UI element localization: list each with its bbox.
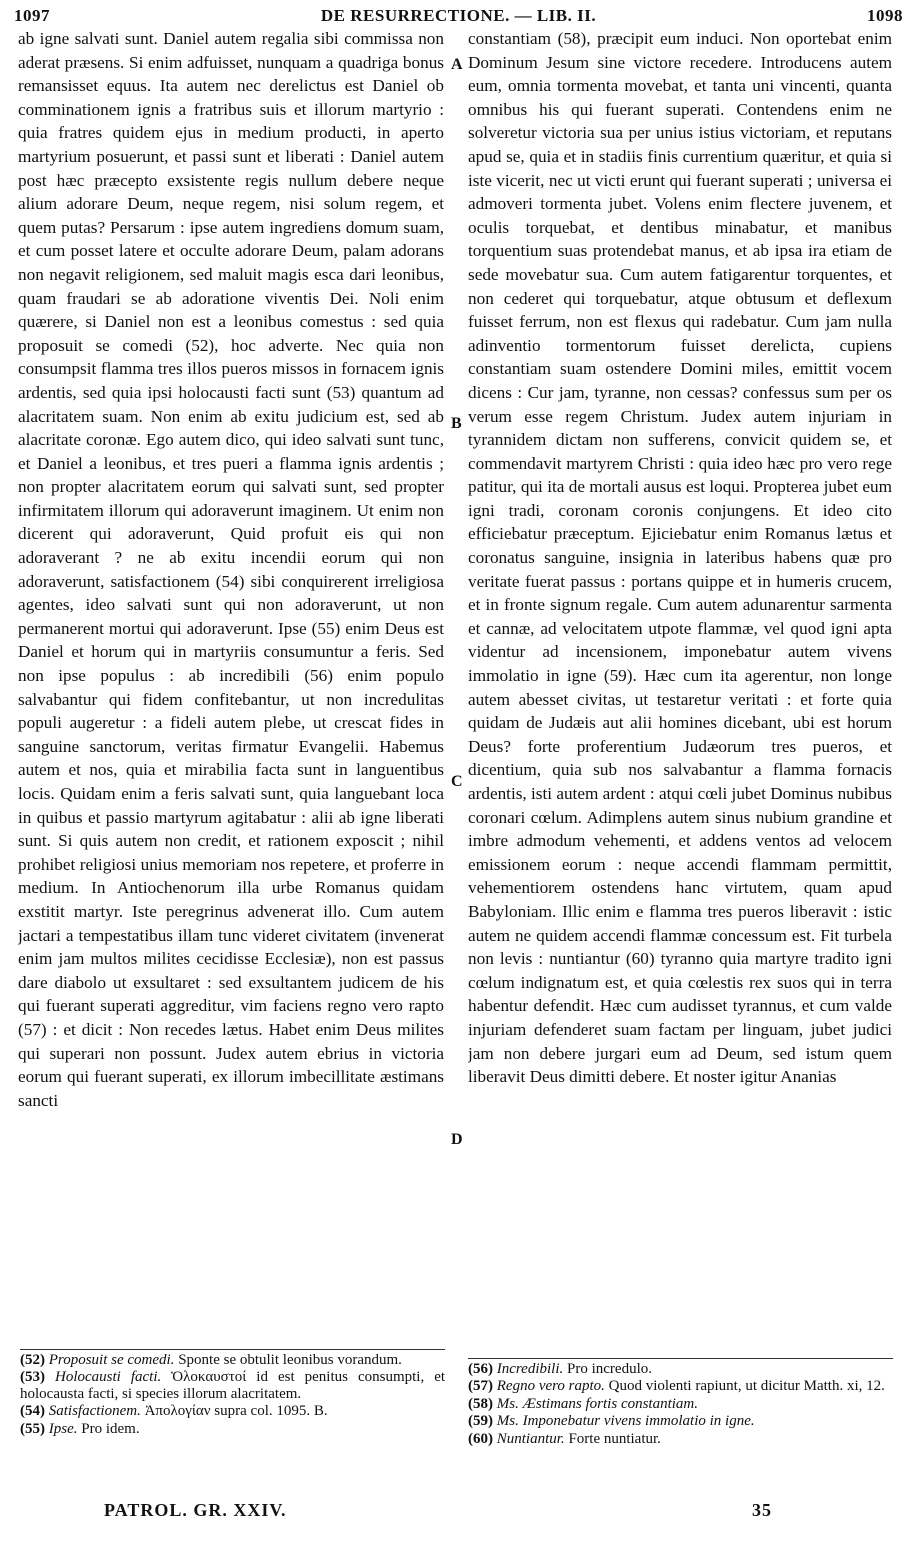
footnotes-left [20,1352,445,1438]
footnote: (52) Proposuit se comedi. Sponte se obtulit leonibus vorandum. [20,1352,402,1368]
footnote: (55) Ipse. Pro idem. [20,1420,140,1437]
sheet-number: 35 [752,1500,772,1520]
footnote: (54) Satisfactionem. Ἀπολογίαν supra col. 1095. B. [20,1403,328,1420]
margin-marker-c: C [451,773,463,790]
right-column-text: constantiam (58), præcipit eum induci. Non oportebat enim Dominum Jesum sine victore recedere. Introducens autem eum, omnia tormenta movebat, et tanta uni vincenti, quanta omnibus his qui fuerant superati. Contendens enim ne solveretur victoria sua per unius istius victoriam, et reputans apud se, quia et in stadiis finis currentium quæritur, et quia si iste vicerit, nec ut victi erunt qui fuerant superati ; universa ei admoveri tormenta jubet. Volens enim flectere juvenem, et oculis torquebat, et dentibus minabatur, et manibus torquentium suas protendebat manus, et ab ipsa ira etiam de sede movebatur sua. Cum autem fatigarentur torquentes, et non cederet qui torquebatur, atque obtusum et deflexum fuisset ferrum, non est flexus qui radebatur. Cum jam nulla adinventio tormentorum fuisset derelicta, cupiens constantiam suam ostendere Domini miles, emittit vocem dicens : Cur jam, tyranne, non cessas? confessus sum per os verum esse regem Christum. Judex autem injuriam in tyrannidem dictam non sufferens, convicit quidem se, et commendavit martyrem Christi : quia ideo hæc pro vero rege patitur, qui ita de mortali ausus est loqui. Propterea jubet eum igni tradi, coronam coronis conjungens. Et ideo cito efficiebatur præceptum. Ejiciebatur enim Romanus lætus et coronatus sanguine, insignia in lateribus habens quæ pro veritate fuerat passus : portans quippe et in humeris crucem, et in fronte signum regale. Cum autem adunarentur sarmenta et cannæ, ad velocitatem utpote flammæ, vel quod igni apta videntur ad incensionem, imponebatur autem vivens immolatio in igne (59). Hæc cum ita agerentur, non longe autem abesset civitas, ut testaretur veritati : et forte quia quidam de Judæis aut alii homines dicebant, ubi est horum Deus? forte proferentium Judæorum tres pueros, et dicentium, quia sub nos salvabantur a flamma fornacis ardentis, isti autem ardent : atqui cœli jubet Dominus nubibus coronari cœlum. Adimplens autem sinus nubium grandine et imbre admodum vehementi, et addens ventos ad velocem emissionem eorum : neque accendi flammam permittit, vehementiorem ostendens hanc virtutem, quam apud Babyloniam. Illic enim e flamma tres pueros liberavit : istic autem ne quidem accendi flammæ concessum est. Fit turbela non levis : nuntiantur (60) tyranno quia martyre tradito igni cœlum indignatum est, et quia cœlestis rex suos qui in terra habentur defendit. Hæc cum audisset tyrannus, et cum valde injuriam defenderet suam factam per linguam, jubet judici jam non debere jurgari eum ad Deum, sed istum quem liberavit Deus dimitti debere. Et noster igitur Ananias [468,29,892,1087]
margin-marker-a: A [451,56,463,73]
left-column-text: ab igne salvati sunt. Daniel autem regalia sibi commissa non aderat præsens. Si enim adfuisset, nunquam a quadriga bonus remansisset equus. Ita autem nec derelictus est Daniel ob comminationem ignis a fratribus suis et illorum martyrio : quia fratres quidem ejus in medium producti, in aperto martyrium posuerunt, et passi sunt et liberati : Daniel autem post hæc præcepto exsistente regis nullum debere neque alium adorare Deum, neque regem, nisi solum regem, et quem putas? Persarum : ipse autem ingrediens domum suam, et cum posset latere et occulte adorare Deum, palam adorans non negavit religionem, sed maluit magis esca dari leonibus, quam fraudari se ab adoratione viventis Dei. Noli enim quærere, si Daniel non est a leonibus comestus : sed quia proposuit se comedi (52), hoc adverte. Nec quia non consumpsit flamma tres illos pueros missos in fornacem ignis ardentis, sed quia ipsi holocausti facti sunt (53) quantum ad alacritatem suam. Non enim ab exitu judicium est, sed ab alacritate coronæ. Ego autem dico, qui ideo salvati sunt tunc, et Daniel a leonibus, et tres pueri a flamma ignis ardentis ; non propter alacritatem eorum qui salvati sunt, sed propter infirmitatem illorum qui adoraverunt imaginem. Ut enim non dicerent qui adoraverunt, Quid profuit eis qui non adoraverant ? ne ab exitu incendii eorum qui non adoraverunt, satisfactionem (54) sibi conquirerent irreligiosa agentes, ideo salvati sunt qui non adoraverunt, ut non permanerent mortui qui adoraverunt. Ipse (55) enim Deus est Daniel et horum qui in martyriis consumuntur a feris. Sed non ipse populus : ab incredibili (56) enim populo salvabantur qui fidem confitebantur, ut non incredulitas populi augeretur : a fideli autem plebe, ut crescat fides in sanguine sanctorum, veritas firmatur Evangelii. Habemus autem et nos, quia et mirabilia facta sunt in languentibus locis. Quidam enim a feris salvati sunt, quia languebant loca in quibus et passio martyrum agitabatur : alii ab igne liberati sunt. Si quis autem non credit, et rationem exposcit ; nihil prohibet religiosi unius memoriam nos repetere, et proferre in medium. In Antiochenorum illa urbe Romanus quidam exstitit martyr. Iste peregrinus advenerat illo. Cum autem jactari a tempestatibus illam tunc videret civitatem (invenerat enim jam multos milites cecidisse Ecclesiæ), non est passus dare diabolo ut exsultaret : sed exsultantem judicem de his qui fuerant superati aggreditur, vim faciens regno vero rapto (57) : et dicit : Non recedes lætus. Habet enim Deus milites qui superari non possunt. Judex autem ebrius in victoria eorum qui fuerant superati, ex illorum imbecillitate æstimans sancti [18,29,444,1110]
footnotes-right [468,1361,893,1448]
margin-marker-b: B [451,415,462,432]
footnote: (59) Ms. Imponebatur vivens immolatio in igne. [468,1413,755,1430]
footnote-divider-right [468,1358,893,1359]
right-column [468,27,892,1345]
footnote: (53) Holocausti facti. Ὁλοκαυστοί id est penitus consumpti, et holocausta facti, si species illorum alacritatem. [20,1369,446,1402]
page-number-right: 1098 [867,6,903,25]
footnote: (58) Ms. Æstimans fortis constantiam. [468,1395,699,1412]
margin-marker-d: D [451,1131,463,1148]
footnote: (57) Regno vero rapto. Quod violenti rapiunt, ut dicitur Matth. xi, 12. [468,1378,885,1395]
series-signature: PATROL. GR. XXIV. [104,1500,287,1520]
footnote: (60) Nuntiantur. Forte nuntiatur. [468,1430,661,1447]
footnote: (56) Incredibili. Pro incredulo. [468,1361,652,1377]
footnote-divider-left [20,1349,445,1350]
running-title: DE RESURRECTIONE. — LIB. II. [320,6,597,25]
page-number-left: 1097 [14,6,50,25]
left-column [18,27,444,1345]
